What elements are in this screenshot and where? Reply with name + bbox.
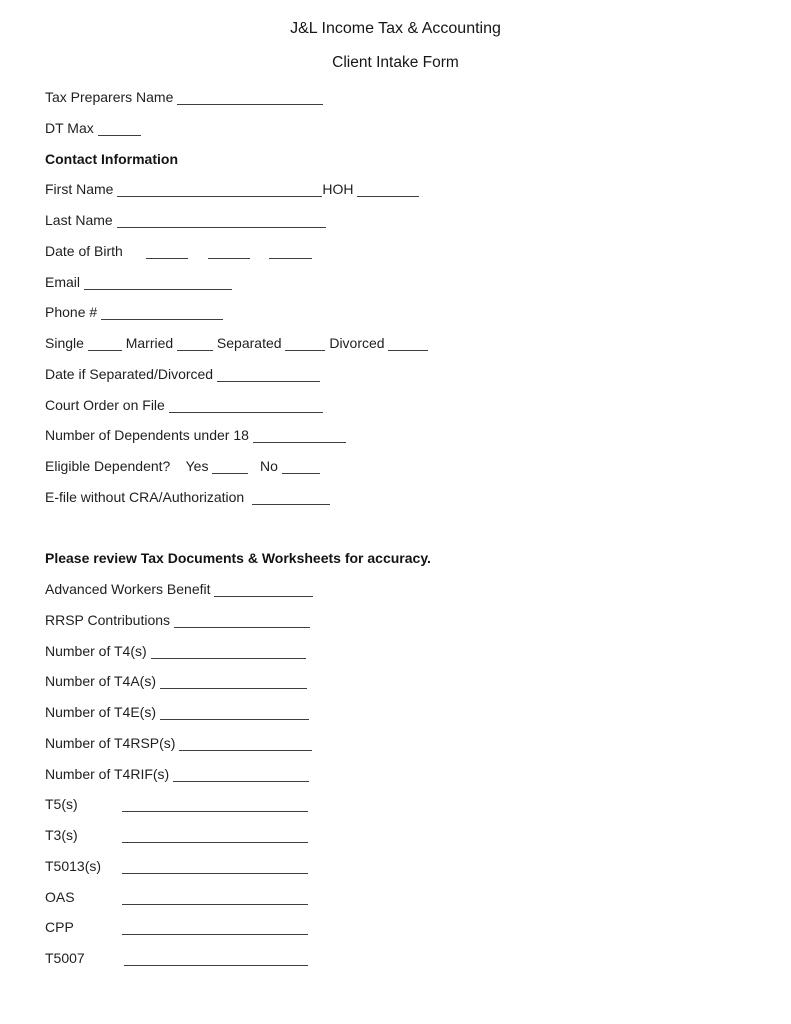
last-name-row-blank[interactable] bbox=[117, 223, 326, 228]
date-of-birth-row bbox=[45, 236, 746, 267]
t5013-row-label: T5013(s) bbox=[45, 857, 102, 874]
date-of-birth-row-label bbox=[188, 243, 207, 259]
t4rif-row-blank[interactable] bbox=[173, 777, 309, 782]
date-of-birth-row-blank[interactable] bbox=[208, 254, 250, 259]
form-subtitle: Client Intake Form bbox=[332, 54, 459, 71]
tax-preparers-name-row-label: Tax Preparers Name bbox=[45, 89, 178, 105]
efile-row-label: E-file without CRA/Authorization bbox=[45, 488, 252, 505]
cpp-row bbox=[45, 912, 746, 943]
oas-row-label: OAS bbox=[45, 888, 75, 905]
t5007-row bbox=[45, 943, 746, 974]
review-documents-heading-label: Please review Tax Documents & Worksheets for accuracy. bbox=[45, 550, 431, 567]
advanced-workers-benefit-row-blank[interactable] bbox=[214, 592, 313, 597]
marital-status-row-label: Single bbox=[45, 335, 88, 351]
phone-row bbox=[45, 297, 746, 328]
t4rsp-row-blank[interactable] bbox=[179, 746, 312, 751]
last-name-row bbox=[45, 205, 746, 236]
marital-status-row-blank[interactable] bbox=[88, 346, 122, 351]
marital-status-row-blank[interactable] bbox=[285, 346, 325, 351]
t4rif-row-label: Number of T4RIF(s) bbox=[45, 765, 174, 782]
t5013-row-blank[interactable] bbox=[122, 869, 308, 874]
eligible-dependent-row-label: Eligible Dependent? Yes bbox=[45, 458, 213, 474]
t4-row-label: Number of T4(s) bbox=[45, 642, 151, 659]
court-order-row-blank[interactable] bbox=[169, 408, 323, 413]
court-order-row bbox=[45, 390, 746, 421]
t5007-row-blank[interactable] bbox=[124, 961, 308, 966]
oas-row-blank[interactable] bbox=[122, 900, 308, 905]
dt-max-row bbox=[45, 113, 746, 144]
cpp-row-blank[interactable] bbox=[122, 930, 308, 935]
eligible-dependent-row-blank[interactable] bbox=[282, 469, 320, 474]
t5-row bbox=[45, 789, 746, 820]
t4e-row bbox=[45, 697, 746, 728]
marital-status-row bbox=[45, 328, 746, 359]
t5007-row-label: T5007 bbox=[45, 950, 85, 966]
form-title: J&L Income Tax & Accounting bbox=[290, 20, 501, 37]
date-of-birth-row-label: Date of Birth bbox=[45, 242, 147, 259]
t4a-row-blank[interactable] bbox=[160, 684, 307, 689]
date-separated-divorced-row-label: Date if Separated/Divorced bbox=[45, 365, 217, 382]
dependents-under-18-row-blank[interactable] bbox=[253, 438, 346, 443]
first-name-row-blank[interactable] bbox=[117, 192, 322, 197]
phone-row-label: Phone # bbox=[45, 304, 102, 321]
t4e-row-blank[interactable] bbox=[160, 715, 309, 720]
t3-row-label: T3(s) bbox=[45, 827, 78, 843]
date-of-birth-row-blank[interactable] bbox=[269, 254, 312, 259]
t4rsp-row bbox=[45, 728, 746, 759]
oas-row bbox=[45, 882, 746, 913]
t3-row-blank[interactable] bbox=[122, 838, 308, 843]
t4rif-row bbox=[45, 759, 746, 790]
t3-row bbox=[45, 820, 746, 851]
section-gap bbox=[45, 513, 746, 544]
t4a-row bbox=[45, 666, 746, 697]
t4rsp-row-label: Number of T4RSP(s) bbox=[45, 734, 180, 751]
efile-row bbox=[45, 482, 746, 513]
marital-status-row-label: Divorced bbox=[325, 335, 389, 351]
date-separated-divorced-row-blank[interactable] bbox=[217, 377, 320, 382]
advanced-workers-benefit-row-label: Advanced Workers Benefit bbox=[45, 581, 215, 597]
marital-status-row-blank[interactable] bbox=[177, 346, 213, 351]
marital-status-row-label: Married bbox=[121, 335, 178, 351]
first-name-row-label: First Name bbox=[45, 181, 118, 198]
t5013-row bbox=[45, 851, 746, 882]
eligible-dependent-row-blank[interactable] bbox=[212, 469, 248, 474]
t4a-row-label: Number of T4A(s) bbox=[45, 673, 160, 690]
t4-row-blank[interactable] bbox=[151, 654, 306, 659]
marital-status-row-blank[interactable] bbox=[388, 346, 428, 351]
cpp-row-label: CPP bbox=[45, 919, 74, 936]
dt-max-row-blank[interactable] bbox=[98, 131, 141, 136]
review-documents-heading bbox=[45, 543, 746, 574]
date-of-birth-row-blank[interactable] bbox=[146, 254, 188, 259]
t4-row bbox=[45, 636, 746, 667]
first-name-row-label: HOH bbox=[322, 181, 358, 198]
t5-row-label: T5(s) bbox=[45, 796, 78, 813]
first-name-row bbox=[45, 174, 746, 205]
t5-row-blank[interactable] bbox=[122, 807, 308, 812]
email-row-label: Email bbox=[45, 273, 84, 290]
advanced-workers-benefit-row bbox=[45, 574, 746, 605]
first-name-row-blank[interactable] bbox=[357, 192, 419, 197]
rrsp-contributions-row bbox=[45, 605, 746, 636]
contact-information-heading bbox=[45, 144, 746, 175]
marital-status-row-label: Separated bbox=[213, 335, 286, 351]
last-name-row-label: Last Name bbox=[45, 212, 117, 228]
eligible-dependent-row bbox=[45, 451, 746, 482]
tax-preparers-name-row bbox=[45, 82, 746, 113]
email-row bbox=[45, 267, 746, 298]
date-separated-divorced-row bbox=[45, 359, 746, 390]
tax-preparers-name-row-blank[interactable] bbox=[177, 100, 323, 105]
rrsp-contributions-row-label: RRSP Contributions bbox=[45, 611, 174, 628]
dependents-under-18-row bbox=[45, 420, 746, 451]
efile-row-blank[interactable] bbox=[252, 500, 330, 505]
form-body bbox=[45, 82, 746, 974]
date-of-birth-row-label bbox=[250, 243, 269, 259]
rrsp-contributions-row-blank[interactable] bbox=[174, 623, 310, 628]
t4e-row-label: Number of T4E(s) bbox=[45, 704, 160, 720]
dependents-under-18-row-label: Number of Dependents under 18 bbox=[45, 427, 253, 444]
phone-row-blank[interactable] bbox=[101, 315, 223, 320]
email-row-blank[interactable] bbox=[84, 285, 232, 290]
dt-max-row-label: DT Max bbox=[45, 119, 98, 136]
eligible-dependent-row-label: No bbox=[248, 458, 282, 474]
court-order-row-label: Court Order on File bbox=[45, 396, 169, 413]
contact-information-heading-label: Contact Information bbox=[45, 150, 178, 167]
